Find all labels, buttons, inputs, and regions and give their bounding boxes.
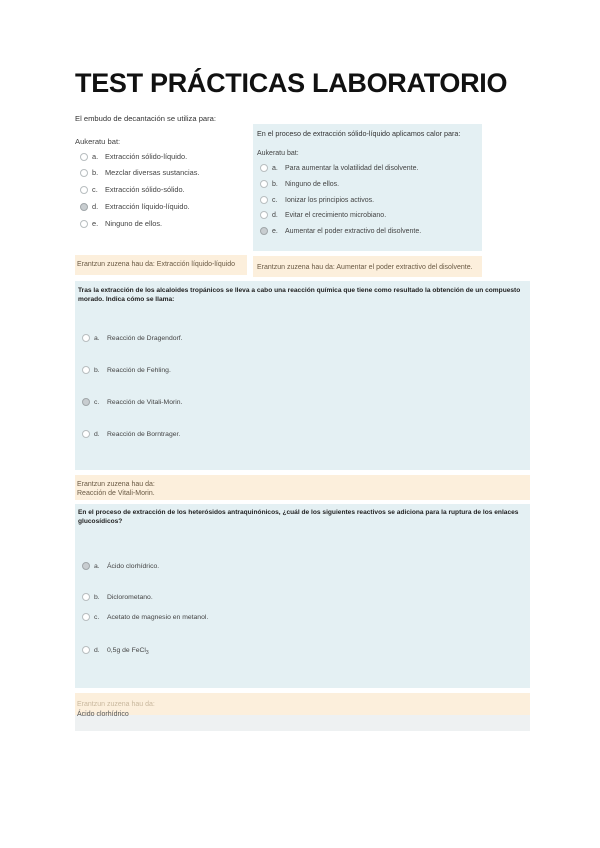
radio-icon[interactable] — [260, 164, 268, 172]
question-3-option-d[interactable] — [82, 430, 180, 438]
question-1-select-label: Aukeratu bat: — [75, 137, 121, 146]
option-letter: a. — [92, 152, 99, 161]
option-text: Ácido clorhídrico. — [107, 562, 160, 570]
option-text: Para aumentar la volatilidad del disolvente. — [285, 164, 419, 172]
option-text: Reacción de Vitali-Morin. — [107, 398, 183, 406]
page-title: TEST PRÁCTICAS LABORATORIO — [75, 68, 508, 98]
radio-selected-icon[interactable] — [82, 398, 90, 406]
option-letter: c. — [272, 196, 278, 204]
question-3-box — [75, 281, 530, 470]
question-4-option-a[interactable] — [82, 562, 159, 570]
radio-icon[interactable] — [82, 613, 90, 621]
option-letter: b. — [94, 593, 100, 601]
option-text: Ionizar los principios activos. — [285, 196, 375, 204]
question-4-feedback-box — [75, 693, 530, 731]
question-2-option-d[interactable] — [260, 211, 386, 219]
option-text: Ninguno de ellos. — [285, 180, 340, 188]
question-1-option-a[interactable] — [80, 152, 187, 161]
option-letter: d. — [94, 646, 100, 654]
radio-icon[interactable] — [82, 430, 90, 438]
question-3-text: Tras la extracción de los alcaloides tropánicos se lleva a cabo una reacción química que tiene como resultado la obtención de un compuesto morado. Indica cómo se llama: — [78, 287, 521, 303]
option-subscript: 3 — [145, 650, 149, 657]
option-letter: a. — [272, 164, 278, 172]
option-text: Aumentar el poder extractivo del disolvente. — [285, 227, 422, 235]
option-text: Reacción de Borntrager. — [107, 430, 181, 438]
option-letter: c. — [92, 185, 98, 194]
radio-selected-icon[interactable] — [260, 227, 268, 235]
option-letter: d. — [272, 211, 278, 219]
option-text: Extracción sólido-sólido. — [105, 185, 185, 194]
question-2-option-a[interactable] — [260, 164, 418, 172]
question-2-feedback: Erantzun zuzena hau da: Aumentar el poder extractivo del disolvente. — [257, 264, 473, 271]
question-3-option-b[interactable] — [82, 366, 171, 374]
option-letter: a. — [94, 562, 100, 570]
option-letter: e. — [92, 219, 99, 228]
question-2-option-c[interactable] — [260, 196, 374, 204]
option-text: Extracción sólido-líquido. — [105, 152, 188, 161]
question-1-feedback: Erantzun zuzena hau da: Extracción líquido-líquido — [77, 261, 235, 268]
option-letter: e. — [272, 227, 278, 235]
option-text: Extracción líquido-líquido. — [105, 202, 190, 211]
radio-icon[interactable] — [80, 153, 88, 161]
question-2-option-b[interactable] — [260, 180, 339, 188]
question-2-option-e[interactable] — [260, 227, 421, 235]
option-text: Mezclar diversas sustancias. — [105, 168, 200, 177]
question-3-option-a[interactable] — [82, 334, 183, 342]
question-2-text: En el proceso de extracción sólido-líquido aplicamos calor para: — [257, 129, 461, 138]
question-1-option-c[interactable] — [80, 185, 185, 194]
option-text: 0,5g de FeCl — [107, 646, 146, 654]
radio-icon[interactable] — [260, 211, 268, 219]
question-1-box — [75, 110, 247, 250]
option-text: Diclorometano. — [107, 593, 153, 601]
option-text: Reacción de Fehling. — [107, 366, 171, 374]
option-letter: b. — [92, 168, 99, 177]
option-letter: c. — [94, 613, 100, 621]
option-text: Acetato de magnesio en metanol. — [107, 613, 209, 621]
radio-icon[interactable] — [82, 593, 90, 601]
question-4-option-b[interactable] — [82, 593, 153, 601]
question-3-option-c[interactable] — [82, 398, 182, 406]
question-1-option-b[interactable] — [80, 168, 199, 177]
option-text: Reacción de Dragendorf. — [107, 334, 183, 342]
question-4-text: En el proceso de extracción de los heterósidos antraquinónicos, ¿cuál de los siguientes reactivos se adiciona para la ruptura de los enlaces glucosídicos? — [78, 509, 519, 525]
radio-icon[interactable] — [80, 169, 88, 177]
question-3-feedback-value: Reacción de Vitali-Morin. — [77, 490, 155, 497]
question-3-feedback-label: Erantzun zuzena hau da: — [77, 481, 155, 488]
option-letter: d. — [94, 430, 100, 438]
radio-icon[interactable] — [260, 196, 268, 204]
option-letter: b. — [272, 180, 278, 188]
question-4-option-c[interactable] — [82, 613, 208, 621]
option-text: Evitar el crecimiento microbiano. — [285, 211, 387, 219]
option-letter: b. — [94, 366, 100, 374]
question-1-text: El embudo de decantación se utiliza para: — [75, 114, 216, 123]
radio-icon[interactable] — [80, 220, 88, 228]
option-letter: c. — [94, 398, 100, 406]
radio-selected-icon[interactable] — [82, 562, 90, 570]
question-2-select-label: Aukeratu bat: — [257, 150, 299, 157]
question-4-feedback-value: Ácido clorhídrico — [77, 711, 129, 718]
question-1-option-e[interactable] — [80, 219, 162, 228]
question-4-feedback-label: Erantzun zuzena hau da: — [77, 701, 155, 708]
radio-icon[interactable] — [80, 186, 88, 194]
option-letter: a. — [94, 334, 100, 342]
radio-icon[interactable] — [82, 366, 90, 374]
radio-icon[interactable] — [82, 646, 90, 654]
radio-icon[interactable] — [260, 180, 268, 188]
option-letter: d. — [92, 202, 99, 211]
radio-selected-icon[interactable] — [80, 203, 88, 211]
option-text: Ninguno de ellos. — [105, 219, 163, 228]
question-4-option-d[interactable] — [82, 646, 149, 656]
question-1-option-d[interactable] — [80, 202, 190, 211]
radio-icon[interactable] — [82, 334, 90, 342]
